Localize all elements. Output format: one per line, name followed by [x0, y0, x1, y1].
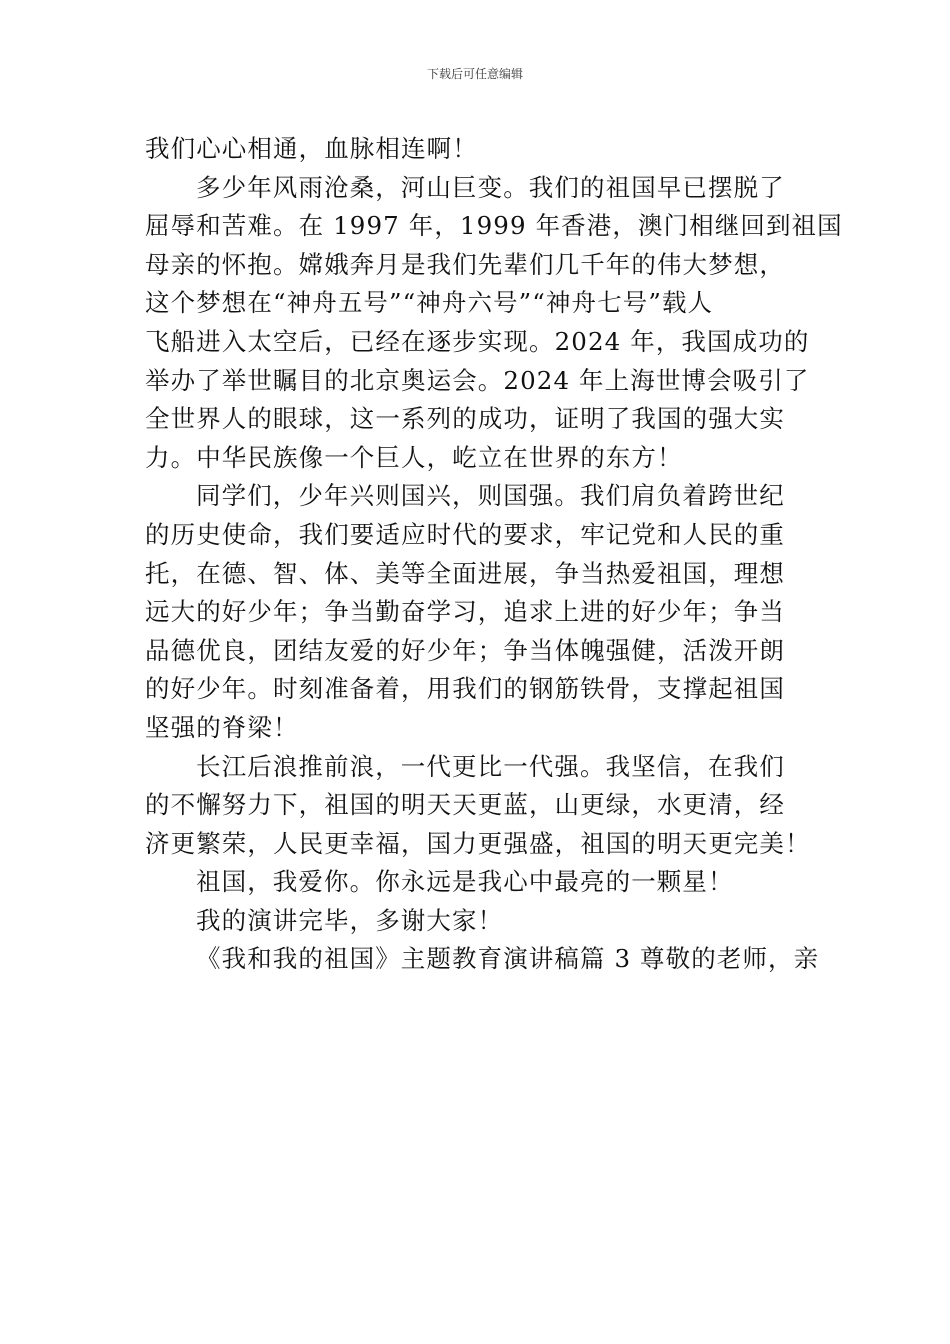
text-line: 屈辱和苦难。在 1997 年，1999 年香港，澳门相继回到祖国 [145, 211, 843, 241]
text-line: 坚强的脊梁！ [145, 712, 299, 742]
page-header: 下载后可任意编辑 [426, 67, 523, 81]
text-line: 我们心心相通，血脉相连啊！ [145, 134, 478, 163]
text-line: 《我和我的祖国》主题教育演讲稿篇 3 尊敬的老师，亲 [196, 944, 820, 974]
text-line: 的不懈努力下，祖国的明天天更蓝，山更绿，水更清，经 [145, 790, 785, 820]
text-line: 母亲的怀抱。嫦娥奔月是我们先辈们几千年的伟大梦想， [145, 249, 785, 279]
text-line: 多少年风雨沧桑，河山巨变。我们的祖国早已摆脱了 [196, 172, 785, 202]
text-line: 全世界人的眼球，这一系列的成功，证明了我国的强大实 [145, 404, 785, 434]
text-line: 济更繁荣，人民更幸福，国力更强盛，祖国的明天更完美！ [145, 828, 811, 858]
text-line: 远大的好少年；争当勤奋学习，追求上进的好少年；争当 [145, 597, 785, 627]
text-line: 力。中华民族像一个巨人，屹立在世界的东方！ [145, 442, 683, 472]
text-line: 品德优良，团结友爱的好少年；争当体魄强健，活泼开朗 [145, 635, 785, 665]
text-line: 这个梦想在“神舟五号”“神舟六号”“神舟七号”载人 [145, 288, 714, 318]
text-line: 我的演讲完毕，多谢大家！ [196, 905, 504, 935]
text-line: 同学们，少年兴则国兴，则国强。我们肩负着跨世纪 [196, 481, 785, 511]
text-line: 托，在德、智、体、美等全面进展，争当热爱祖国，理想 [145, 558, 785, 588]
document-text [145, 130, 843, 979]
text-line: 祖国，我爱你。你永远是我心中最亮的一颗星！ [196, 867, 734, 897]
text-line: 长江后浪推前浪，一代更比一代强。我坚信，在我们 [196, 751, 785, 781]
document-body [145, 130, 843, 979]
text-line: 飞船进入太空后，已经在逐步实现。2024 年，我国成功的 [145, 326, 810, 356]
text-line: 的好少年。时刻准备着，用我们的钢筋铁骨，支撑起祖国 [145, 674, 785, 704]
text-line: 的历史使命，我们要适应时代的要求，牢记党和人民的重 [145, 519, 785, 549]
text-line: 举办了举世瞩目的北京奥运会。2024 年上海世博会吸引了 [145, 365, 810, 395]
